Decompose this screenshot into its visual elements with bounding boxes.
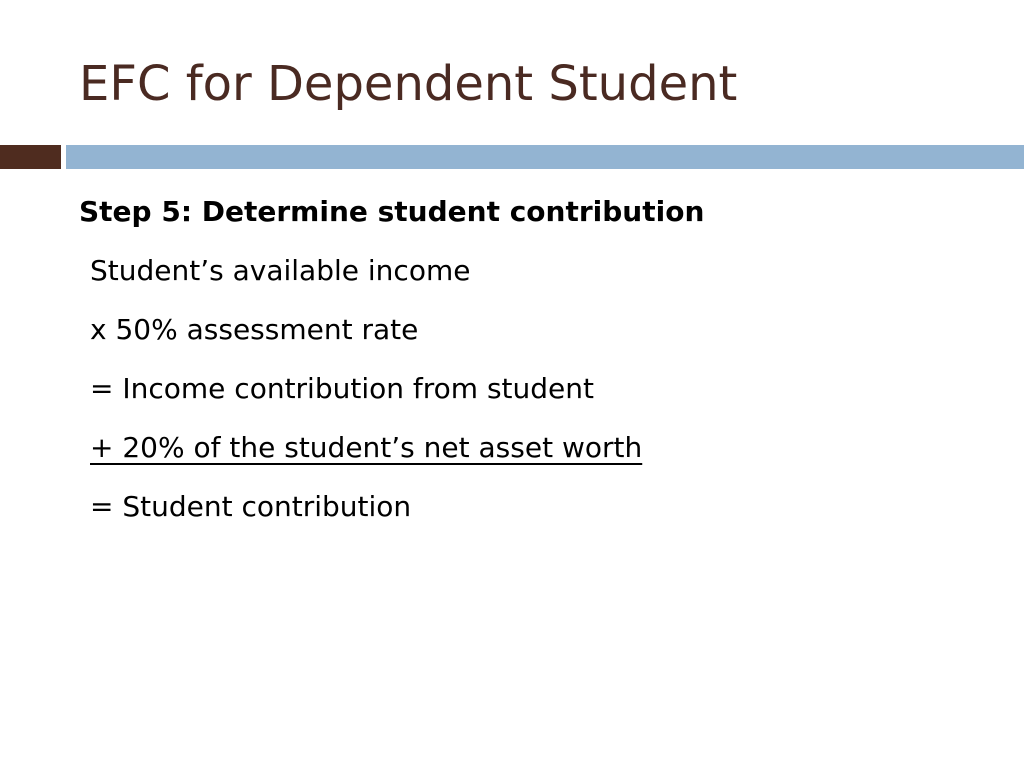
formula-line-student-contribution: = Student contribution [90, 490, 412, 523]
title-accent-bar-brown [0, 145, 61, 169]
slide-title: EFC for Dependent Student [79, 56, 738, 112]
formula-line-income-contribution: = Income contribution from student [90, 372, 594, 405]
formula-line-net-asset-worth: + 20% of the student’s net asset worth [90, 431, 643, 464]
slide-body [79, 190, 979, 544]
title-accent-bar-blue [66, 145, 1024, 169]
formula-line-available-income: Student’s available income [90, 254, 471, 287]
formula-line-assessment-rate: x 50% assessment rate [90, 313, 419, 346]
step-heading: Step 5: Determine student contribution [79, 195, 705, 228]
